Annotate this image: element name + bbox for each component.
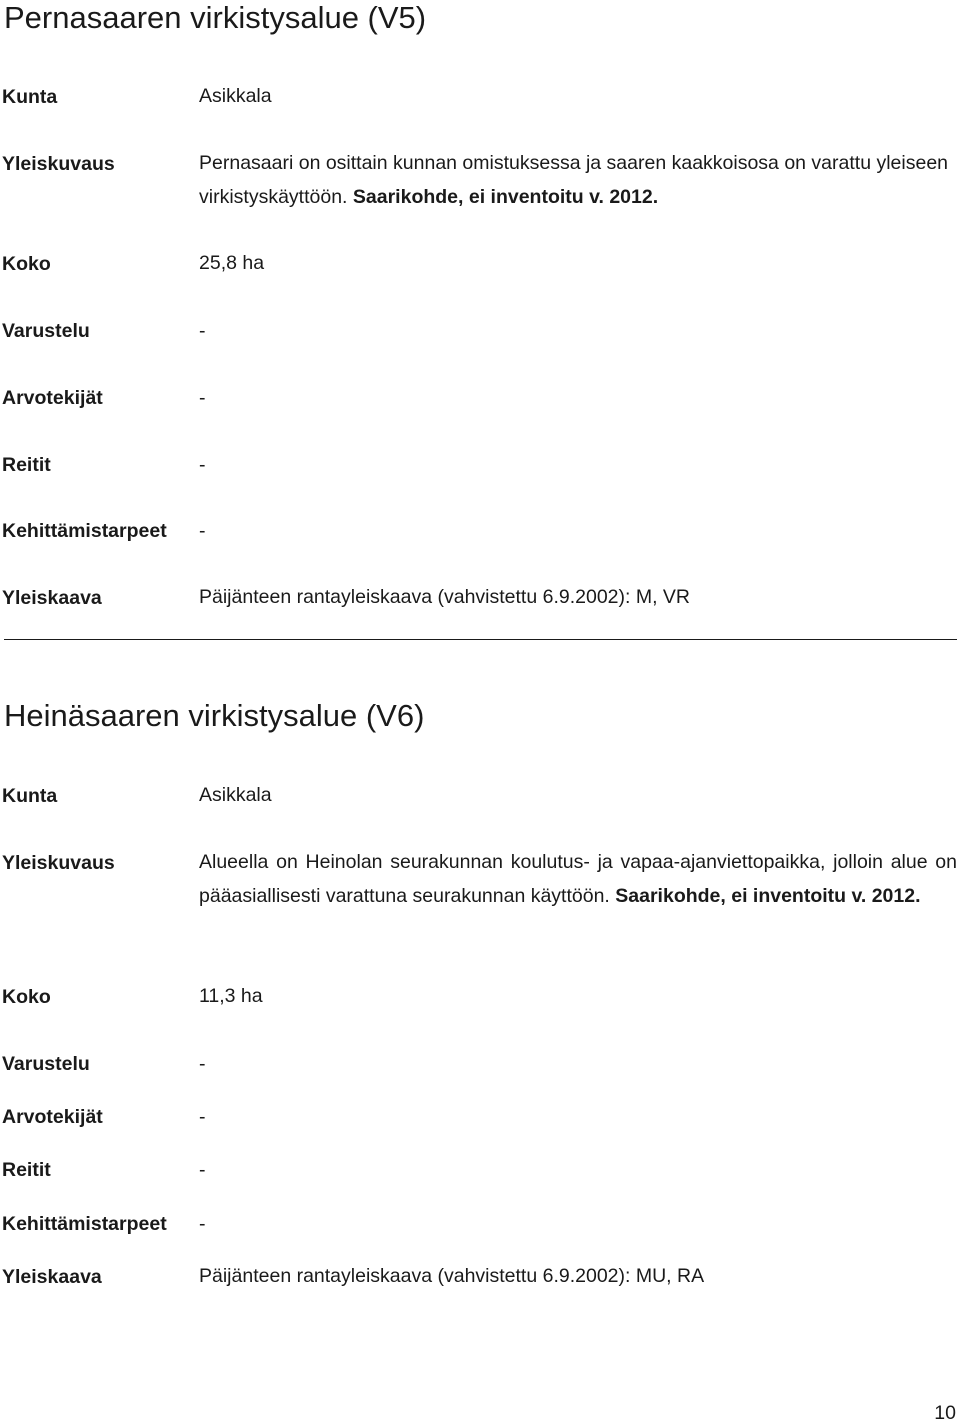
field-label: Yleiskaava — [2, 587, 102, 609]
field-label: Kunta — [2, 86, 58, 108]
section-divider — [4, 639, 957, 640]
field-label: Arvotekijät — [2, 387, 103, 409]
field-value: Päijänteen rantayleiskaava (vahvistettu 6.9.2002): MU, RA — [199, 1265, 705, 1287]
field-value: - — [199, 1213, 206, 1235]
field-value: - — [199, 387, 206, 409]
field-value — [199, 845, 957, 913]
field-value: - — [199, 1053, 206, 1075]
field-value: - — [199, 320, 206, 342]
description-text: Alueella on Heinolan seurakunnan koulutus- ja vapaa-ajanviettopaikka, jolloin alue on pääasiallisesti varattuna seurakunnan käyttöön. — [199, 851, 957, 907]
field-value: - — [199, 1159, 206, 1181]
field-label: Yleiskaava — [2, 1266, 102, 1288]
field-label: Koko — [2, 253, 51, 275]
description-note: Saarikohde, ei inventoitu v. 2012. — [352, 186, 659, 208]
field-value: Asikkala — [199, 784, 272, 806]
field-label: Yleiskuvaus — [2, 852, 115, 874]
field-value: - — [199, 454, 206, 476]
field-label: Reitit — [2, 454, 51, 476]
field-value: 25,8 ha — [199, 252, 265, 274]
field-label: Varustelu — [2, 1053, 90, 1075]
field-label: Reitit — [2, 1159, 51, 1181]
field-value: Päijänteen rantayleiskaava (vahvistettu 6.9.2002): M, VR — [199, 586, 691, 608]
page-number: 10 — [934, 1402, 956, 1424]
field-label: Yleiskuvaus — [2, 153, 115, 175]
description-text: Pernasaari on osittain kunnan omistuksessa ja saaren kaakkoisosa on varattu yleiseen virkistyskäyttöön. — [199, 152, 949, 208]
description-note: Saarikohde, ei inventoitu v. 2012. — [615, 885, 921, 907]
field-label: Arvotekijät — [2, 1106, 103, 1128]
field-label: Varustelu — [2, 320, 90, 342]
section-title-v6: Heinäsaaren virkistysalue (V6) — [4, 698, 425, 733]
field-value: - — [199, 520, 206, 542]
field-label: Kunta — [2, 785, 58, 807]
field-label: Kehittämistarpeet — [2, 1213, 167, 1235]
section-title-v5: Pernasaaren virkistysalue (V5) — [4, 0, 427, 35]
field-label: Kehittämistarpeet — [2, 520, 167, 542]
field-value: 11,3 ha — [199, 985, 263, 1007]
field-value: - — [199, 1106, 206, 1128]
field-value: Asikkala — [199, 85, 272, 107]
field-value — [199, 146, 957, 214]
field-label: Koko — [2, 986, 51, 1008]
